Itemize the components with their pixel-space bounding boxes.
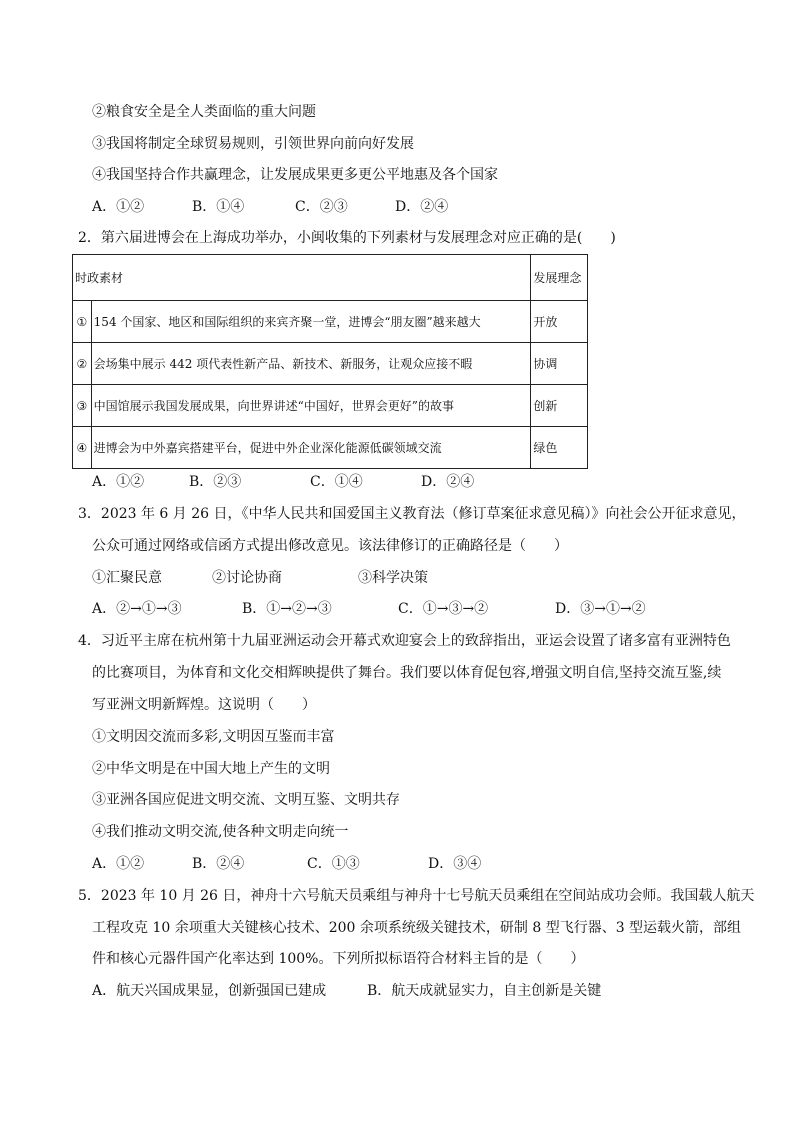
q3-stem-line-1: 3．2023 年 6 月 26 日，《中华人民共和国爱国主义教育法（修订草案征求意见稿）》向社会公开征求意见， xyxy=(78,506,746,522)
table-header-row xyxy=(73,255,588,301)
q4-option-c[interactable]: C．①③ xyxy=(307,856,360,872)
q3-option-c[interactable]: C．①→③→② xyxy=(398,601,489,617)
q2-option-b[interactable]: B．②③ xyxy=(189,474,242,490)
q3-item-3: ③科学决策 xyxy=(358,570,428,586)
q4-statement-2: ②中华文明是在中国大地上产生的文明 xyxy=(92,761,330,777)
q2-option-d[interactable]: D．②④ xyxy=(421,474,475,490)
q1-option-a[interactable]: A．①② xyxy=(92,199,145,215)
q1-statement-2: ②粮食安全是全人类面临的重大问题 xyxy=(92,104,316,120)
q4-statement-4: ④我们推动文明交流,使各种文明走向统一 xyxy=(92,824,349,840)
row-index: ④ xyxy=(73,427,92,469)
q3-item-1: ①汇聚民意 xyxy=(92,570,162,586)
row-material: 中国馆展示我国发展成果，向世界讲述“中国好，世界会更好”的故事 xyxy=(91,385,531,427)
table-row xyxy=(73,301,588,343)
q1-option-b[interactable]: B．①④ xyxy=(192,199,245,215)
header-material: 时政素材 xyxy=(73,255,531,301)
q4-option-a[interactable]: A．①② xyxy=(92,856,145,872)
q3-item-2: ②讨论协商 xyxy=(212,570,282,586)
q5-stem-line-1: 5．2023 年 10 月 26 日，神舟十六号航天员乘组与神舟十七号航天员乘组在空间站成功会师。我国载人航天 xyxy=(78,888,755,904)
row-concept: 创新 xyxy=(531,385,588,427)
q4-statement-3: ③亚洲各国应促进文明交流、文明互鉴、文明共存 xyxy=(92,792,400,808)
q2-option-c[interactable]: C．①④ xyxy=(310,474,363,490)
q4-stem-line-1: 4．习近平主席在杭州第十九届亚洲运动会开幕式欢迎宴会上的致辞指出，亚运会设置了诸多富有亚洲特色 xyxy=(78,633,731,649)
row-material: 进博会为中外嘉宾搭建平台，促进中外企业深化能源低碳领域交流 xyxy=(91,427,531,469)
q4-stem-line-3: 写亚洲文明新辉煌。这说明（ ） xyxy=(92,697,316,713)
q5-stem-line-2: 工程攻克 10 余项重大关键核心技术、200 余项系统级关键技术，研制 8 型飞行器、3 型运载火箭，部组 xyxy=(92,920,742,936)
row-index: ② xyxy=(73,343,92,385)
row-material: 154 个国家、地区和国际组织的来宾齐聚一堂，进博会“朋友圈”越来越大 xyxy=(91,301,531,343)
q1-statement-3: ③我国将制定全球贸易规则，引领世界向前向好发展 xyxy=(92,136,414,152)
row-index: ① xyxy=(73,301,92,343)
q1-statement-4: ④我国坚持合作共赢理念，让发展成果更多更公平地惠及各个国家 xyxy=(92,167,498,183)
q2-table xyxy=(72,254,588,469)
q5-stem-line-3: 件和核心元器件国产化率达到 100%。下列所拟标语符合材料主旨的是（ ） xyxy=(92,951,585,967)
q3-option-d[interactable]: D．③→①→② xyxy=(555,601,646,617)
q5-option-b[interactable]: B．航天成就显实力，自主创新是关键 xyxy=(367,983,602,999)
table-row xyxy=(73,385,588,427)
q1-option-d[interactable]: D．②④ xyxy=(395,199,449,215)
header-concept: 发展理念 xyxy=(531,255,588,301)
q3-option-a[interactable]: A．②→①→③ xyxy=(92,601,182,617)
table-row xyxy=(73,427,588,469)
row-concept: 开放 xyxy=(531,301,588,343)
q2-option-a[interactable]: A．①② xyxy=(92,474,145,490)
q5-option-a[interactable]: A．航天兴国成果显，创新强国已建成 xyxy=(92,983,327,999)
q4-option-b[interactable]: B．②④ xyxy=(192,856,245,872)
q2-stem: 2．第六届进博会在上海成功举办，小闽收集的下列素材与发展理念对应正确的是( ) xyxy=(78,230,616,246)
row-concept: 协调 xyxy=(531,343,588,385)
row-index: ③ xyxy=(73,385,92,427)
q4-option-d[interactable]: D．③④ xyxy=(428,856,482,872)
row-material: 会场集中展示 442 项代表性新产品、新技术、新服务，让观众应接不暇 xyxy=(91,343,531,385)
row-concept: 绿色 xyxy=(531,427,588,469)
q4-statement-1: ①文明因交流而多彩,文明因互鉴而丰富 xyxy=(92,729,335,745)
q4-stem-line-2: 的比赛项目，为体育和文化交相辉映提供了舞台。我们要以体育促包容,增强文明自信,坚持交流互鉴,续 xyxy=(92,665,722,681)
q1-option-c[interactable]: C．②③ xyxy=(295,199,348,215)
q3-stem-line-2: 公众可通过网络或信函方式提出修改意见。该法律修订的正确路径是（ ） xyxy=(92,538,568,554)
table-row xyxy=(73,343,588,385)
q3-option-b[interactable]: B．①→②→③ xyxy=(242,601,332,617)
